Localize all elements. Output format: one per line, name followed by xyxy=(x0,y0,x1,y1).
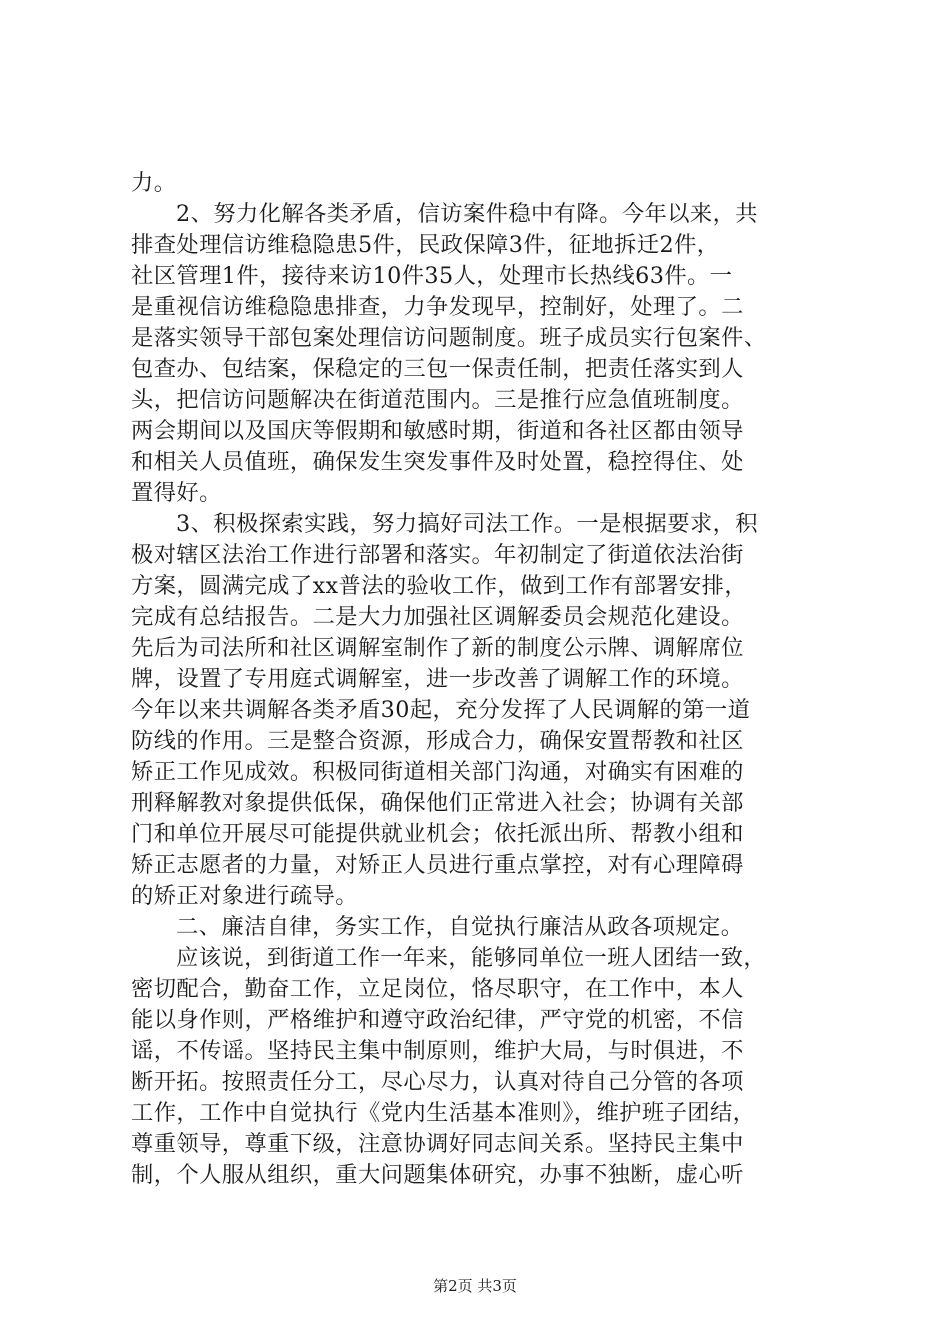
text-line: 是重视信访维稳隐患排查，力争发现早，控制好，处理了。二 xyxy=(131,294,744,320)
text-line: 先后为司法所和社区调解室制作了新的制度公示牌、调解席位 xyxy=(131,635,744,661)
text-line: 力。 xyxy=(131,170,177,196)
text-line: 包查办、包结案，保稳定的三包一保责任制，把责任落实到人 xyxy=(131,356,744,382)
text-line: 防线的作用。三是整合资源，形成合力，确保安置帮教和社区 xyxy=(131,728,744,754)
text-line: 谣，不传谣。坚持民主集中制原则，维护大局，与时俱进，不 xyxy=(131,1038,744,1064)
text-line: 门和单位开展尽可能提供就业机会；依托派出所、帮教小组和 xyxy=(131,821,744,847)
document-body xyxy=(131,168,831,1191)
text-line: 应该说，到街道工作一年来，能够同单位一班人团结一致， xyxy=(176,945,767,971)
text-line: 能以身作则，严格维护和遵守政治纪律，严守党的机密，不信 xyxy=(131,1007,744,1033)
text-line: 方案，圆满完成了xx普法的验收工作，做到工作有部署安排， xyxy=(131,573,748,599)
text-line: 密切配合，勤奋工作，立足岗位，恪尽职守，在工作中，本人 xyxy=(131,976,744,1002)
text-line: 排查处理信访维稳隐患5件，民政保障3件，征地拆迁2件， xyxy=(131,232,720,258)
text-line: 牌，设置了专用庭式调解室，进一步改善了调解工作的环境。 xyxy=(131,666,744,692)
text-line: 制，个人服从组织，重大问题集体研究，办事不独断，虚心听 xyxy=(131,1162,744,1188)
text-line: 的矫正对象进行疏导。 xyxy=(131,883,358,909)
text-line: 2、努力化解各类矛盾，信访案件稳中有降。今年以来，共 xyxy=(176,201,759,227)
text-line: 矫正志愿者的力量，对矫正人员进行重点掌控，对有心理障碍 xyxy=(131,852,744,878)
text-line: 二、廉洁自律，务实工作，自觉执行廉洁从政各项规定。 xyxy=(176,914,744,940)
text-line: 完成有总结报告。二是大力加强社区调解委员会规范化建设。 xyxy=(131,604,744,630)
page-footer xyxy=(0,1276,950,1296)
text-line: 断开拓。按照责任分工，尽心尽力，认真对待自己分管的各项 xyxy=(131,1069,744,1095)
text-line: 头，把信访问题解决在街道范围内。三是推行应急值班制度。 xyxy=(131,387,744,413)
text-line: 是落实领导干部包案处理信访问题制度。班子成员实行包案件、 xyxy=(131,325,767,351)
text-line: 工作，工作中自觉执行《党内生活基本准则》，维护班子团结， xyxy=(131,1100,756,1126)
text-line: 两会期间以及国庆等假期和敏感时期，街道和各社区都由领导 xyxy=(131,418,744,444)
page-number-label: 第2页 共3页 xyxy=(433,1277,517,1295)
text-line: 和相关人员值班，确保发生突发事件及时处置，稳控得住、处 xyxy=(131,449,744,475)
text-line: 刑释解教对象提供低保，确保他们正常进入社会；协调有关部 xyxy=(131,790,744,816)
text-line: 今年以来共调解各类矛盾30起，充分发挥了人民调解的第一道 xyxy=(131,697,751,723)
text-line: 极对辖区法治工作进行部署和落实。年初制定了街道依法治街 xyxy=(131,542,744,568)
text-line: 置得好。 xyxy=(131,480,222,506)
text-line: 3、积极探索实践，努力搞好司法工作。一是根据要求，积 xyxy=(176,511,759,537)
text-line: 尊重领导，尊重下级，注意协调好同志间关系。坚持民主集中 xyxy=(131,1131,744,1157)
text-line: 社区管理1件，接待来访10件35人，处理市长热线63件。一 xyxy=(131,263,733,289)
text-line: 矫正工作见成效。积极同街道相关部门沟通，对确实有困难的 xyxy=(131,759,744,785)
